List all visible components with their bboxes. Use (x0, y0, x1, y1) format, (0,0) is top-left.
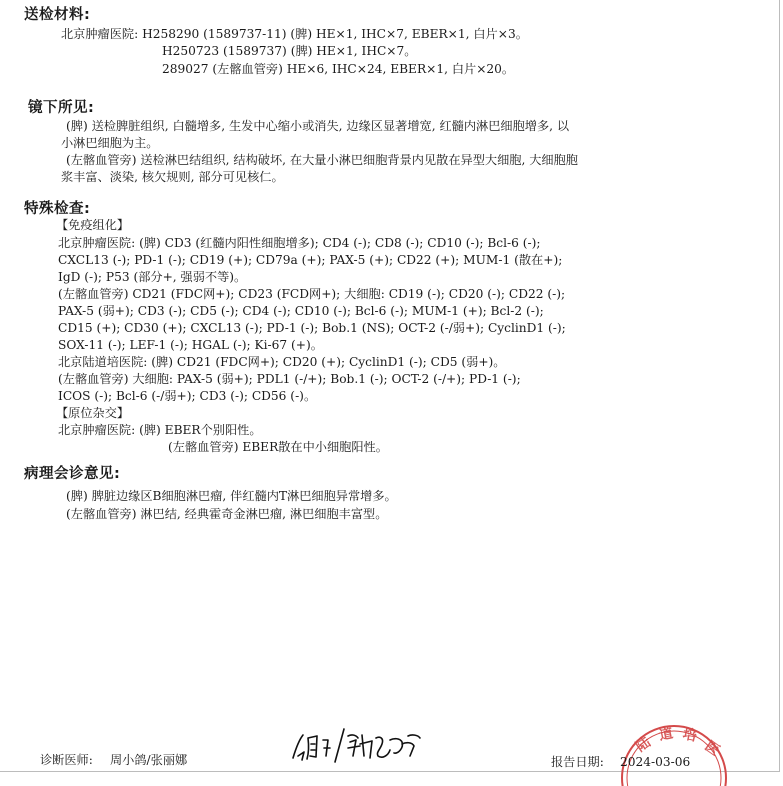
doctor-names: 周小鸽/张丽娜 (110, 753, 188, 767)
ish-title: 【原位杂交】 (56, 406, 130, 420)
ihc-line-6: CD15 (+); CD30 (+); CXCL13 (-); PD-1 (-); Bob.1 (NS); OCT-2 (-/弱+); CyclinD1 (-); (58, 321, 566, 335)
microscopy-line-1: (脾) 送检脾脏组织, 白髓增多, 生发中心缩小或消失, 边缘区显著增宽, 红髓内淋巴细胞增多, 以 (66, 119, 570, 133)
specimen-line-3: 289027 (左髂血管旁) HE×6, IHC×24, EBER×1, 白片×20。 (162, 62, 515, 76)
ihc-title: 【免疫组化】 (56, 218, 130, 232)
opinion-line-2: (左髂血管旁) 淋巴结, 经典霍奇金淋巴瘤, 淋巴细胞丰富型。 (66, 507, 388, 521)
svg-text:道: 道 (657, 725, 675, 744)
ihc-line-4: (左髂血管旁) CD21 (FDC网+); CD23 (FCD网+); 大细胞: CD19 (-); CD20 (-); CD22 (-); (58, 287, 566, 301)
special-heading: 特殊检查: (24, 201, 91, 217)
doctor-label: 诊断医师: (40, 753, 93, 767)
specimen-line-2: H250723 (1589737) (脾) HE×1, IHC×7。 (162, 44, 417, 58)
svg-text:培: 培 (681, 726, 699, 745)
svg-text:医: 医 (701, 738, 723, 760)
ihc-line-1: 北京肿瘤医院: (脾) CD3 (红髓内阳性细胞增多); CD4 (-); CD8 (-); CD10 (-); Bcl-6 (-); (58, 236, 541, 250)
handwritten-signature (290, 726, 425, 764)
microscopy-line-4: 浆丰富、淡染, 核欠规则, 部分可见核仁。 (61, 170, 284, 184)
microscopy-line-2: 小淋巴细胞为主。 (61, 136, 159, 150)
report-date-value: 2024-03-06 (620, 755, 691, 769)
specimen-heading: 送检材料: (24, 7, 91, 23)
microscopy-line-3: (左髂血管旁) 送检淋巴结组织, 结构破坏, 在大量小淋巴细胞背景内见散在异型大细胞, 大细胞胞 (66, 153, 578, 167)
ihc-line-8: 北京陆道培医院: (脾) CD21 (FDC网+); CD20 (+); CyclinD1 (-); CD5 (弱+)。 (58, 355, 506, 369)
ihc-line-2: CXCL13 (-); PD-1 (-); CD19 (+); CD79a (+); PAX-5 (+); CD22 (+); MUM-1 (散在+); (58, 253, 563, 267)
ihc-line-3: IgD (-); P53 (部分+, 强弱不等)。 (58, 270, 247, 284)
ish-line-2: (左髂血管旁) EBER散在中小细胞阳性。 (168, 440, 388, 454)
ihc-line-10: ICOS (-); Bcl-6 (-/弱+); CD3 (-); CD56 (-)。 (58, 389, 317, 403)
microscopy-heading: 镜下所见: (28, 100, 95, 116)
ish-line-1: 北京肿瘤医院: (脾) EBER个别阳性。 (58, 423, 262, 437)
ihc-line-5: PAX-5 (弱+); CD3 (-); CD5 (-); CD4 (-); CD10 (-); Bcl-6 (-); MUM-1 (+); Bcl-2 (-); (58, 304, 544, 318)
svg-text:陆: 陆 (633, 734, 654, 756)
hospital-seal (612, 716, 732, 786)
ihc-line-7: SOX-11 (-); LEF-1 (-); HGAL (-); Ki-67 (+)。 (58, 338, 323, 352)
specimen-line-1: 北京肿瘤医院: H258290 (1589737-11) (脾) HE×1, IHC×7, EBER×1, 白片×3。 (61, 27, 528, 41)
ihc-line-9: (左髂血管旁) 大细胞: PAX-5 (弱+); PDL1 (-/+); Bob.1 (-); OCT-2 (-/+); PD-1 (-); (58, 372, 521, 386)
opinion-line-1: (脾) 脾脏边缘区B细胞淋巴瘤, 伴红髓内T淋巴细胞异常增多。 (66, 489, 397, 503)
report-date-label: 报告日期: (551, 755, 604, 769)
opinion-heading: 病理会诊意见: (24, 466, 121, 482)
